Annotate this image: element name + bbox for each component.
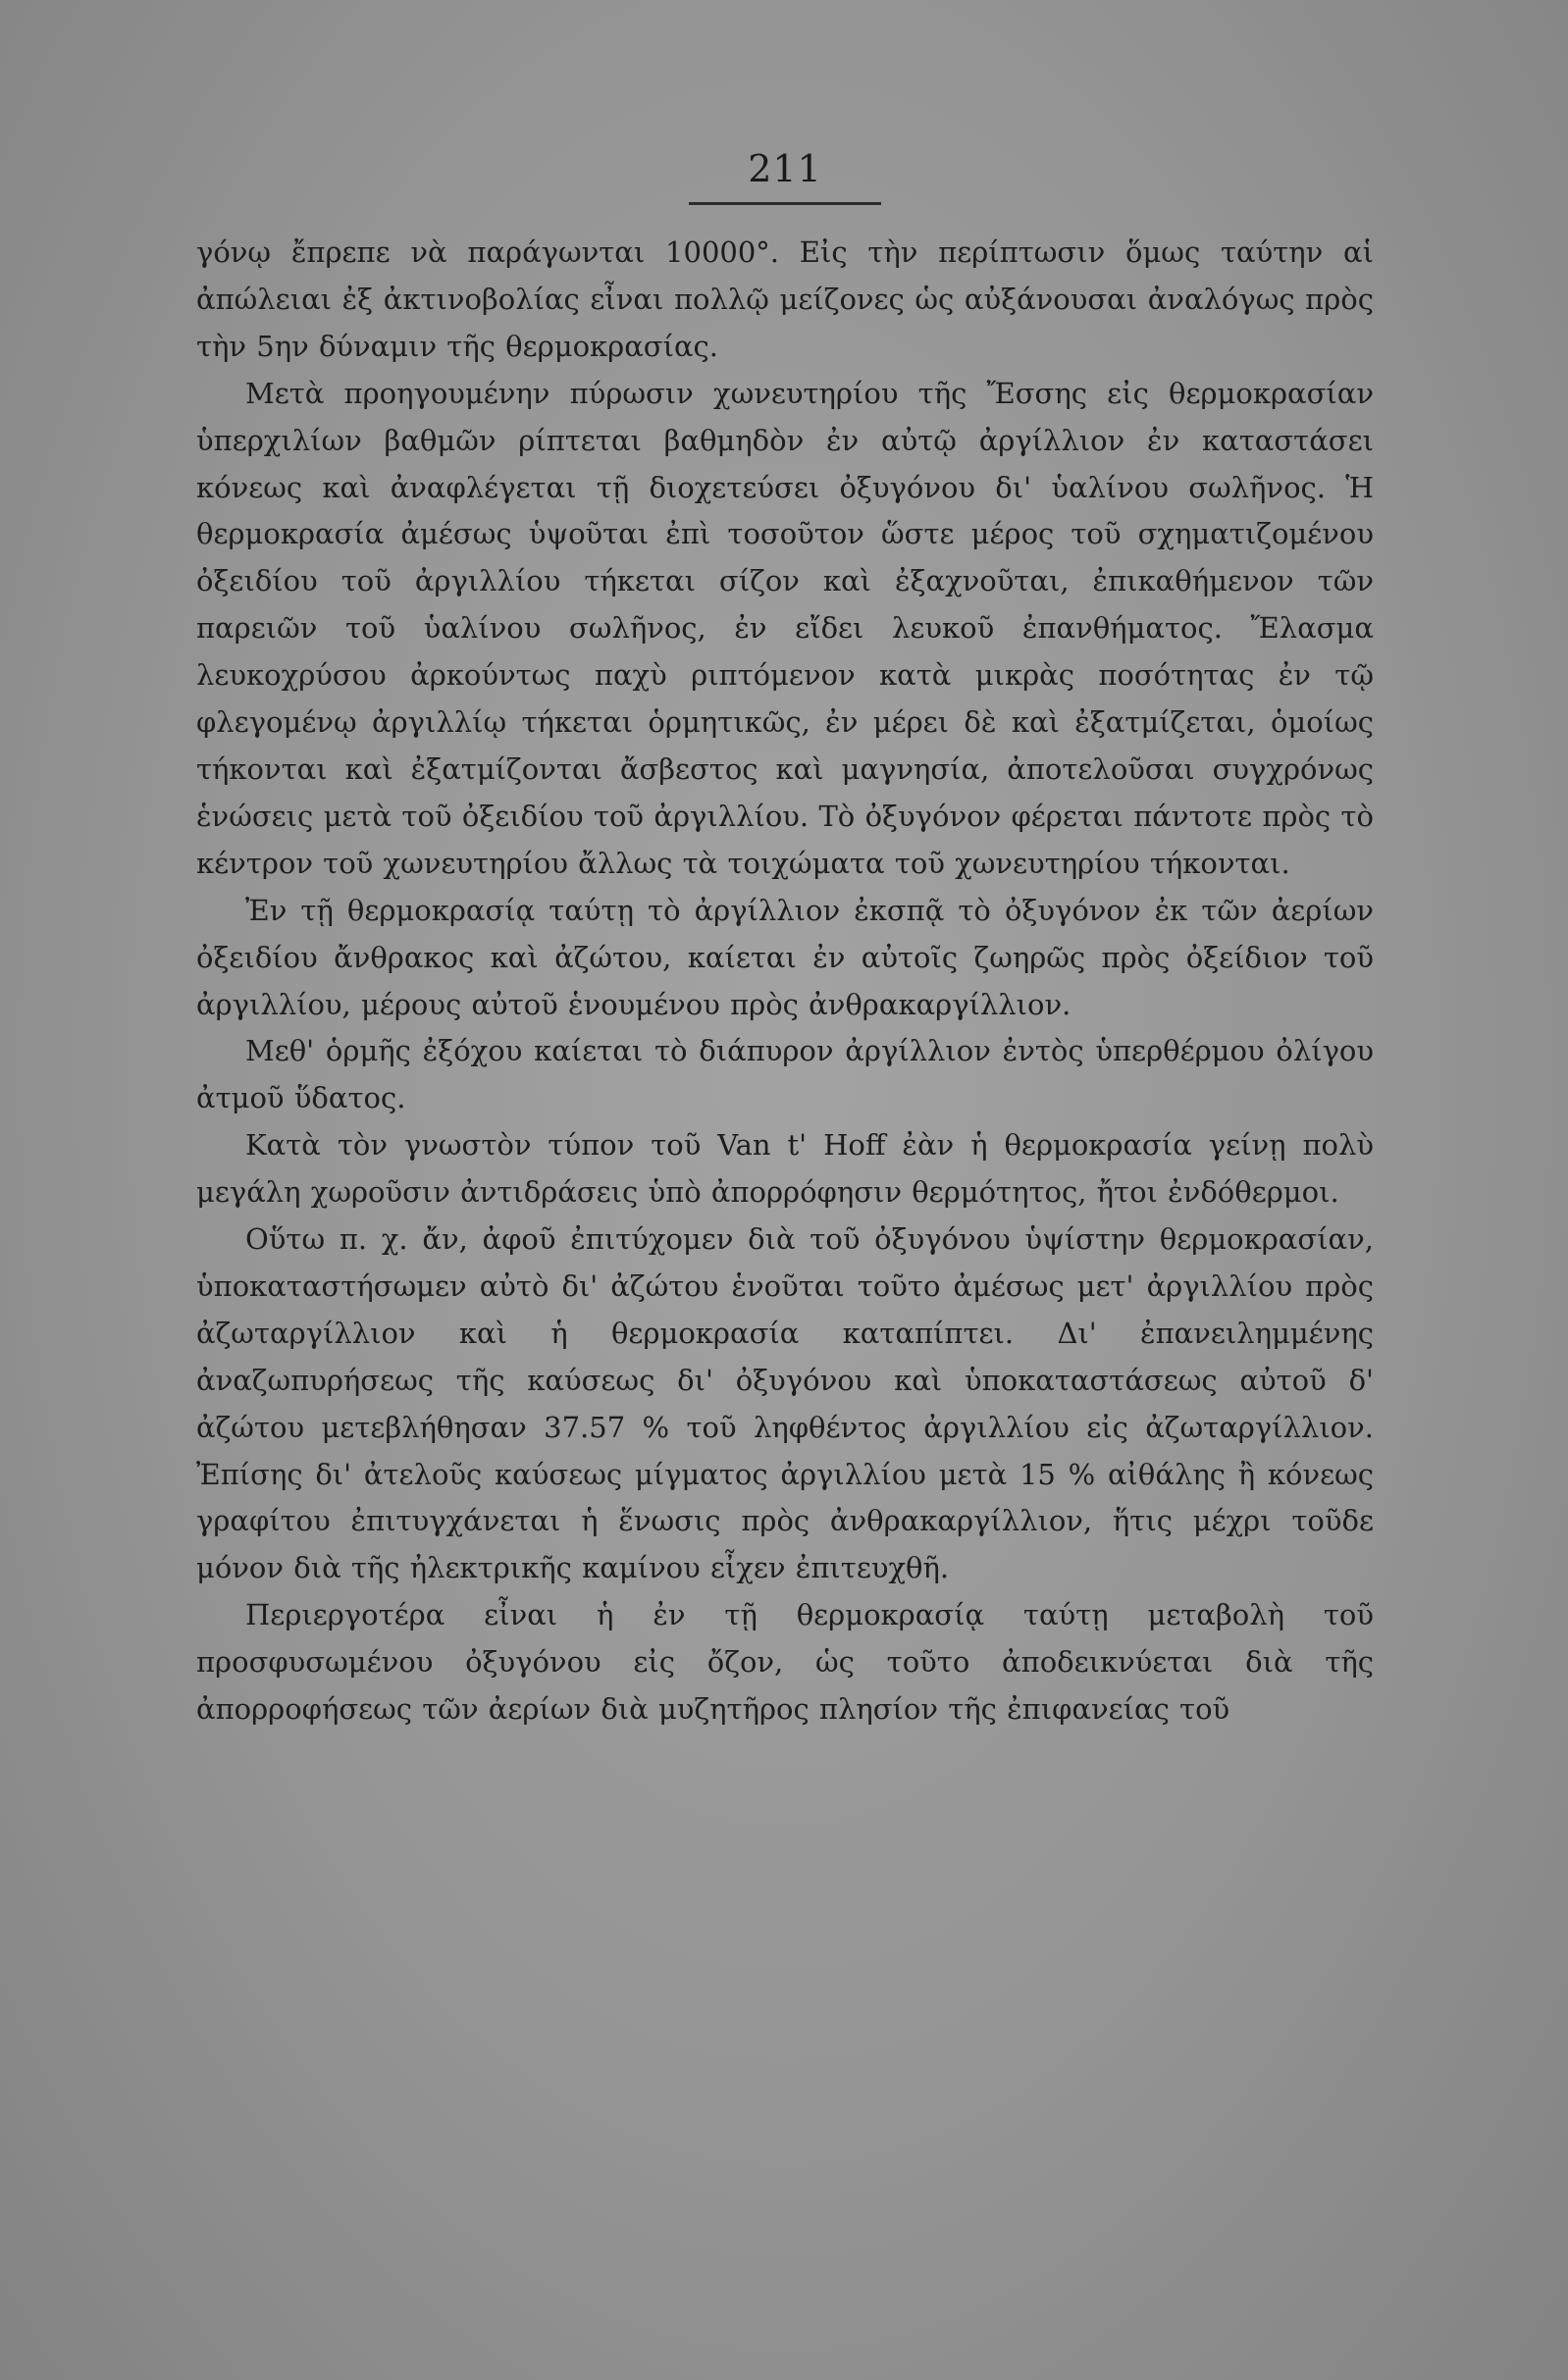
paragraph-7: Περιεργοτέρα εἶναι ἡ ἐν τῇ θερμοκρασίᾳ ταύτῃ μεταβολὴ τοῦ προσφυσωμένου ὀξυγόνου εἰς ὄζον, ὡς τοῦτο ἀποδεικνύεται διὰ τῆς ἀπορροφήσεως τῶν ἀερίων διὰ μυζητῆρος πλησίον τῆς ἐπιφανείας τοῦ xyxy=(196,1598,1374,1727)
paragraph-4: Μεθ' ὁρμῆς ἐξόχου καίεται τὸ διάπυρον ἀργίλλιον ἐντὸς ὑπερθέρμου ὀλίγου ἀτμοῦ ὕδατος. xyxy=(196,1034,1374,1115)
paragraph-6: Οὕτω π. χ. ἄν, ἀφοῦ ἐπιτύχομεν διὰ τοῦ ὀξυγόνου ὑψίστην θερμοκρασίαν, ὑποκαταστήσωμεν αὐτὸ δι' ἀζώτου ἑνοῦται τοῦτο ἀμέσως μετ' ἀργιλλίου πρὸς ἀζωταργίλλιον καὶ ἡ θερμοκρασία καταπίπτει. Δι' ἐπανειλημμένης ἀναζωπυρήσεως τῆς καύσεως δι' ὀξυγόνου καὶ ὑποκαταστάσεως αὐτοῦ δ' ἀζώτου μετεβλήθησαν 37.57 % τοῦ ληφθέντος ἀργιλλίου εἰς ἀζωταργίλλιον. Ἐπίσης δι' ἀτελοῦς καύσεως μίγματος ἀργιλλίου μετὰ 15 % αἰθάλης ἢ κόνεως γραφίτου ἐπιτυγχάνεται ἡ ἕνωσις πρὸς ἀνθρακαργίλλιον, ἥτις μέχρι τοῦδε μόνον διὰ τῆς ἠλεκτρικῆς καμίνου εἶχεν ἐπιτευχθῆ. xyxy=(196,1222,1374,1585)
paragraph-1: γόνῳ ἔπρεπε νὰ παράγωνται 10000°. Εἰς τὴν περίπτωσιν ὅμως ταύτην αἱ ἀπώλειαι ἐξ ἀκτινοβολίας εἶναι πολλῷ μείζονες ὡς αὐξάνουσαι ἀναλόγως πρὸς τὴν 5ην δύναμιν τῆς θερμοκρασίας. xyxy=(196,235,1374,363)
paragraph-2: Μετὰ προηγουμένην πύρωσιν χωνευτηρίου τῆς Ἔσσης εἰς θερμοκρασίαν ὑπερχιλίων βαθμῶν ρίπτεται βαθμηδὸν ἐν αὐτῷ ἀργίλλιον ἐν καταστάσει κόνεως καὶ ἀναφλέγεται τῇ διοχετεύσει ὀξυγόνου δι' ὑαλίνου σωλῆνος. Ἡ θερμοκρασία ἀμέσως ὑψοῦται ἐπὶ τοσοῦτον ὥστε μέρος τοῦ σχηματιζομένου ὀξειδίου τοῦ ἀργιλλίου τήκεται σίζον καὶ ἐξαχνοῦται, ἐπικαθήμενον τῶν παρειῶν τοῦ ὑαλίνου σωλῆνος, ἐν εἴδει λευκοῦ ἐπανθήματος. Ἔλασμα λευκοχρύσου ἀρκούντως παχὺ ριπτόμενον κατὰ μικρὰς ποσότητας ἐν τῷ φλεγομένῳ ἀργιλλίῳ τήκεται ὁρμητικῶς, ἐν μέρει δὲ καὶ ἐξατμίζεται, ὁμοίως τήκονται καὶ ἐξατμίζονται ἄσβεστος καὶ μαγνησία, ἀποτελοῦσαι συγχρόνως ἑνώσεις μετὰ τοῦ ὀξειδίου τοῦ ἀργιλλίου. Τὸ ὀξυγόνον φέρεται πάντοτε πρὸς τὸ κέντρον τοῦ χωνευτηρίου ἄλλως τὰ τοιχώματα τοῦ χωνευτηρίου τήκονται. xyxy=(196,376,1374,880)
paragraph-3: Ἐν τῇ θερμοκρασίᾳ ταύτῃ τὸ ἀργίλλιον ἐκσπᾷ τὸ ὀξυγόνον ἐκ τῶν ἀερίων ὀξειδίου ἄνθρακος καὶ ἀζώτου, καίεται ἐν αὐτοῖς ζωηρῶς πρὸς ὀξείδιον τοῦ ἀργιλλίου, μέρους αὐτοῦ ἑνουμένου πρὸς ἀνθρακαργίλλιον. xyxy=(196,893,1374,1021)
page-number: 211 xyxy=(748,147,822,190)
body-text xyxy=(196,230,1374,1733)
page-number-rule xyxy=(689,202,881,205)
paragraph-5: Κατὰ τὸν γνωστὸν τύπον τοῦ Van t' Hoff ἐὰν ἡ θερμοκρασία γείνῃ πολὺ μεγάλη χωροῦσιν ἀντιδράσεις ὑπὸ ἀπορρόφησιν θερμότητος, ἤτοι ἐνδόθερμοι. xyxy=(196,1128,1374,1210)
